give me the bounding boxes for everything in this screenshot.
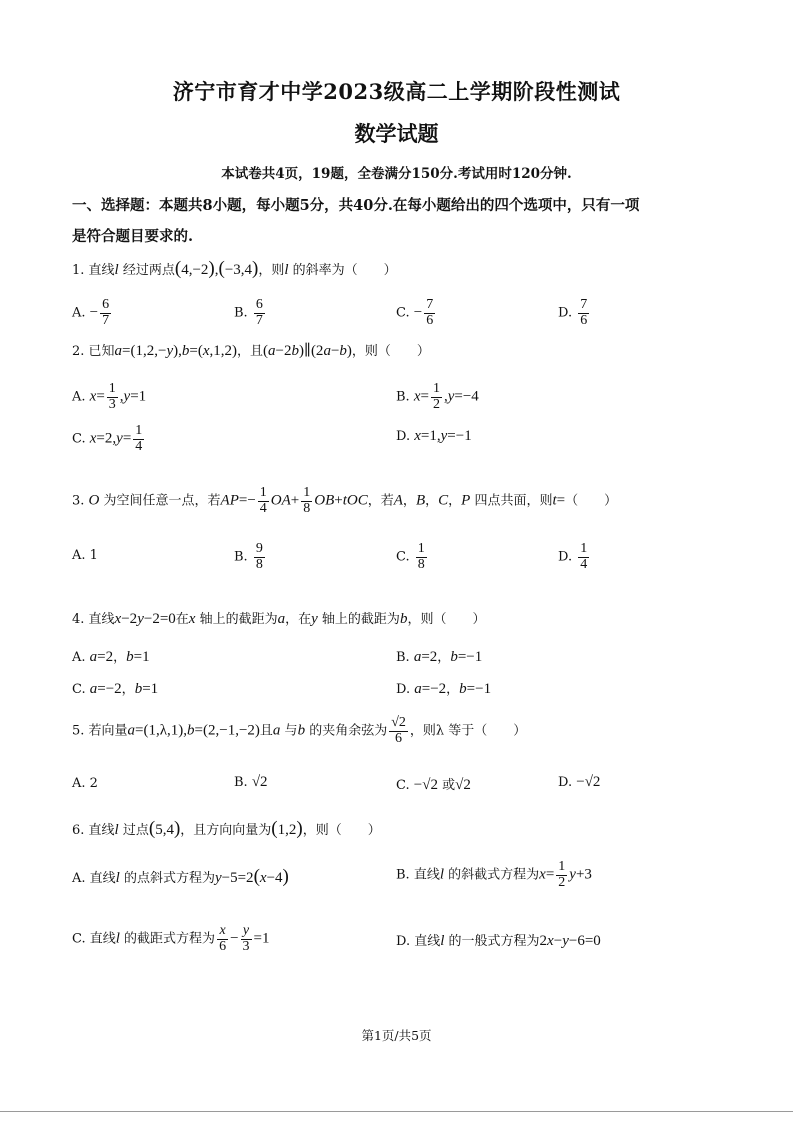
q5-option-d[interactable]: D. −√2 <box>558 774 601 790</box>
question-4-stem: 4. 直线x−2y−2=0在x 轴上的截距为a，在y 轴上的截距为b，则（ ） <box>72 611 486 627</box>
q3-option-b[interactable]: B. $\frac{9}{8}$ <box>234 541 263 572</box>
question-6-stem: 6. 直线l 过点(5,4)，且方向向量为(1,2)，则（ ） <box>72 818 381 839</box>
q5-option-a[interactable]: A. 2 <box>72 776 98 791</box>
q2-option-a[interactable]: A. x= $\frac{1}{3}$ ,y=1 <box>72 381 147 412</box>
q1-option-a[interactable]: A. − $\frac{6}{7}$ <box>72 297 110 328</box>
q3-option-c[interactable]: C. $\frac{1}{8}$ <box>396 541 425 572</box>
question-5-stem: 5. 若向量a=(1,λ,1),b=(2,−1,−2)且a 与b 的夹角余弦为 $\frac{√2}{6}$ ，则λ 等于（ ） <box>72 715 527 746</box>
question-1-stem <box>72 258 397 280</box>
q2-option-c[interactable]: C. x=2,y= $\frac{1}{4}$ <box>72 423 143 454</box>
q1-text: 1. 直线l 经过两点(4,−2),(−3,4)，则l 的斜率为（ ） <box>72 258 397 279</box>
q2-option-d[interactable]: D. x=1,y=−1 <box>396 428 472 444</box>
page-indicator: 第1页/共5页 <box>361 1028 432 1043</box>
q1-option-b[interactable]: B. $\frac{6}{7}$ <box>234 297 263 328</box>
q4-option-d[interactable]: D. a=−2，b=−1 <box>396 681 492 697</box>
q1-option-c[interactable]: C. − $\frac{7}{6}$ <box>396 297 434 328</box>
q4-option-c[interactable]: C. a=−2，b=1 <box>72 681 159 697</box>
exam-subtitle: 数学试题 <box>354 121 439 146</box>
question-2-stem: 2. 已知a=(1,2,−y),b=(x,1,2)，且(a−2b)∥(2a−b)，则（ ） <box>72 343 430 359</box>
q5-option-c[interactable]: C. −√2 或√2 <box>396 777 471 793</box>
q4-option-b[interactable]: B. a=2，b=−1 <box>396 649 483 665</box>
q6-option-d[interactable]: D. 直线l 的一般式方程为2x−y−6=0 <box>396 933 601 949</box>
q5-option-b[interactable]: B. √2 <box>234 774 268 790</box>
q6-option-a[interactable]: A. 直线l 的点斜式方程为y−5=2(x−4) <box>72 866 289 887</box>
q3-option-a[interactable]: A. 1 <box>72 548 98 563</box>
section-heading-line1: 一、选择题：本题共8小题，每小题5分，共40分.在每小题给出的四个选项中，只有一项 <box>72 197 640 214</box>
q6-option-c[interactable]: C. 直线l 的截距式方程为 $\frac{x}{6}$ − $\frac{y}{3}$ =1 <box>72 923 270 954</box>
q1-option-d[interactable]: D. $\frac{7}{6}$ <box>558 297 588 328</box>
q3-option-d[interactable]: D. $\frac{1}{4}$ <box>558 541 588 572</box>
section-heading-line2: 是符合题目要求的. <box>72 228 194 245</box>
question-3-stem: 3. O 为空间任意一点，若AP=− $\frac{1}{4}$ OA+ $\frac{1}{8}$ OB+tOC，若A，B，C，P 四点共面，则t=（ ） <box>72 485 618 516</box>
exam-title: 济宁市育才中学2023级高二上学期阶段性测试 <box>172 79 621 104</box>
q4-option-a[interactable]: A. a=2，b=1 <box>72 649 150 665</box>
q2-option-b[interactable]: B. x= $\frac{1}{2}$ ,y=−4 <box>396 381 479 412</box>
q6-option-b[interactable]: B. 直线l 的斜截式方程为x= $\frac{1}{2}$ y+3 <box>396 859 592 890</box>
bottom-divider <box>0 1111 793 1112</box>
exam-info: 本试卷共4页，19题，全卷满分150分.考试用时120分钟. <box>221 166 572 182</box>
